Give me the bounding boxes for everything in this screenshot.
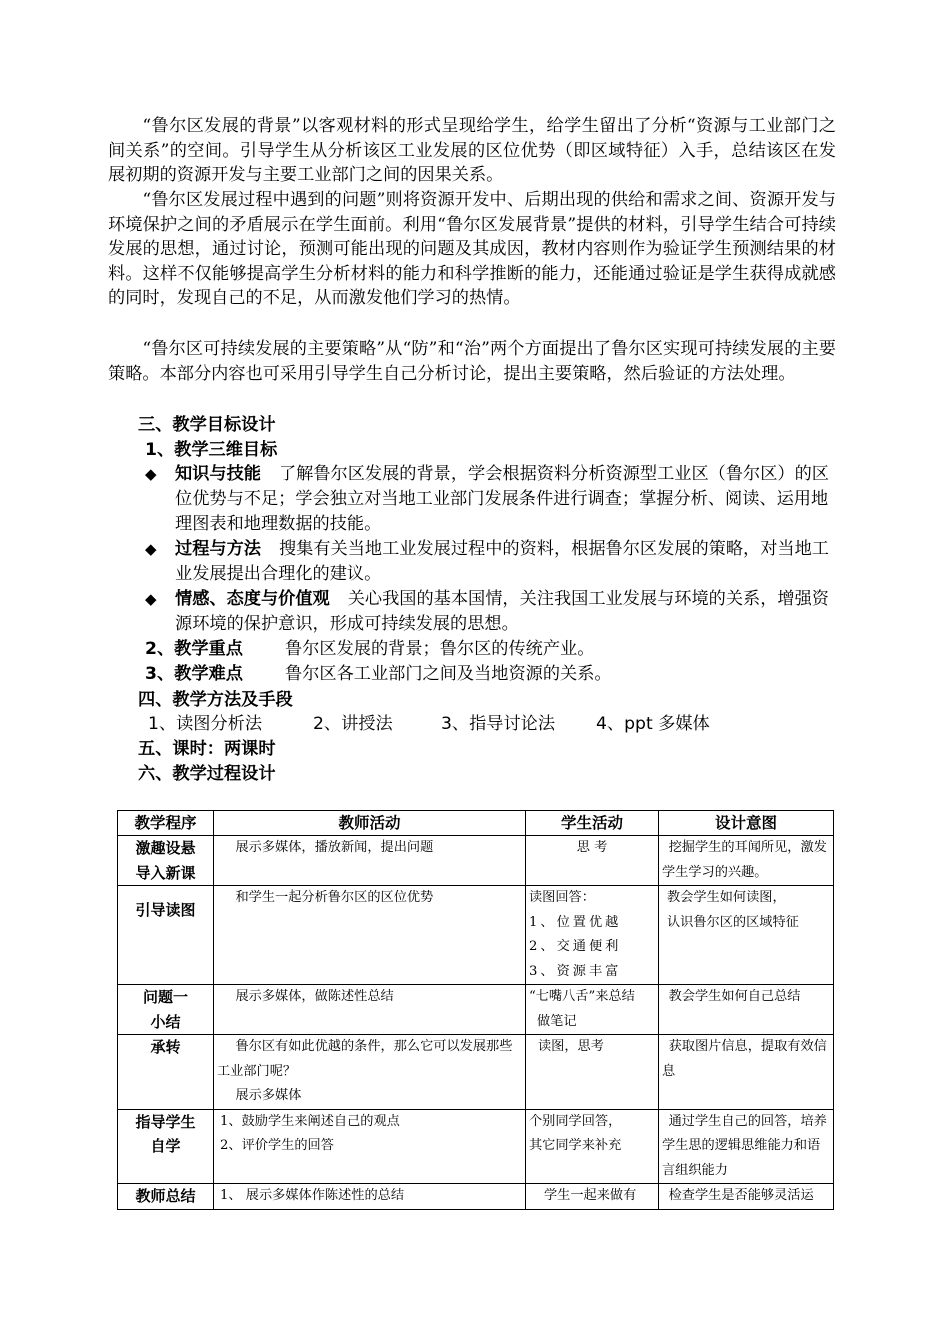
teacher-activity-cell: 1、 展示多媒体作陈述性的总结 <box>214 1184 526 1210</box>
paragraph-background: “鲁尔区发展的背景”以客观材料的形式呈现给学生，给学生留出了分析“资源与工业部门之间关系”的空间。引导学生从分析该区工业发展的区位优势（即区域特征）入手，总结该区在发展初期的资源开发与主要工业部门之间的因果关系。 <box>108 116 836 186</box>
table-row <box>118 1035 834 1110</box>
lesson-process-table <box>117 810 834 1210</box>
student-activity-cell: 读图，思考 <box>526 1035 659 1110</box>
procedure-cell: 指导学生 自学 <box>118 1109 214 1184</box>
heading-teaching-methods: 四、教学方法及手段 <box>138 690 293 710</box>
student-activity-cell: “七嘴八舌”来总结 做笔记 <box>526 985 659 1035</box>
method-item: 4、ppt 多媒体 <box>596 714 710 734</box>
column-header: 学生活动 <box>526 811 659 836</box>
student-activity-cell: 个别同学回答， 其它同学来补充 <box>526 1109 659 1184</box>
heading-process-design: 六、教学过程设计 <box>138 764 276 784</box>
heading-teaching-goals: 三、教学目标设计 <box>138 415 276 435</box>
goal-text: 关心我国的基本国情，关注我国工业发展与环境的关系，增强资源环境的保护意识，形成可持续发展的思想。 <box>175 589 829 634</box>
procedure-cell: 教师总结 <box>118 1184 214 1210</box>
design-intent-cell: 教会学生如何自己总结 <box>659 985 834 1035</box>
teacher-activity-cell: 展示多媒体，做陈述性总结 <box>214 985 526 1035</box>
subheading-three-dimension-goals: 1、教学三维目标 <box>145 440 278 460</box>
column-header: 教师活动 <box>214 811 526 836</box>
difficult-point-text: 鲁尔区各工业部门之间及当地资源的关系。 <box>285 664 612 684</box>
goal-process-methods <box>145 537 837 587</box>
key-point-label: 2、教学重点 <box>145 639 243 659</box>
procedure-cell: 承转 <box>118 1035 214 1110</box>
table-row <box>118 1109 834 1184</box>
table-row <box>118 886 834 985</box>
table-row <box>118 836 834 886</box>
method-item: 1、读图分析法 <box>148 714 263 734</box>
method-item: 2、讲授法 <box>313 714 393 734</box>
paragraph-problems: “鲁尔区发展过程中遇到的问题”则将资源开发中、后期出现的供给和需求之间、资源开发与环境保护之间的矛盾展示在学生面前。利用“鲁尔区发展背景”提供的材料，引导学生结合可持续发展的思想，通过讨论，预测可能出现的问题及其成因，教材内容则作为验证学生预测结果的材料。这样不仅能够提高学生分析材料的能力和科学推断的能力，还能通过验证是学生获得成就感的同时，发现自己的不足，从而激发他们学习的热情。 <box>108 190 836 309</box>
design-intent-cell: 获取图片信息，提取有效信息 <box>659 1035 834 1110</box>
difficult-point-label: 3、教学难点 <box>145 664 243 684</box>
table-header-row <box>118 811 834 836</box>
methods-list <box>148 712 710 736</box>
student-activity-cell: 学生一起来做有 <box>526 1184 659 1210</box>
heading-class-hours: 五、课时：两课时 <box>138 739 276 759</box>
goal-emotion-values <box>145 587 837 637</box>
diamond-bullet-icon: ◆ <box>145 465 157 483</box>
teacher-activity-cell: 展示多媒体，播放新闻，提出问题 <box>214 836 526 886</box>
method-item: 3、指导讨论法 <box>441 714 556 734</box>
procedure-cell: 问题一 小结 <box>118 985 214 1035</box>
student-activity-cell: 思 考 <box>526 836 659 886</box>
key-point <box>145 637 594 662</box>
teacher-activity-cell: 鲁尔区有如此优越的条件，那么它可以发展那些工业部门呢？ 展示多媒体 <box>214 1035 526 1110</box>
teacher-activity-cell: 1、鼓励学生来阐述自己的观点 2、评价学生的回答 <box>214 1109 526 1184</box>
table-row <box>118 985 834 1035</box>
goal-label: 情感、态度与价值观 <box>175 589 330 609</box>
key-point-text: 鲁尔区发展的背景；鲁尔区的传统产业。 <box>285 639 595 659</box>
student-activity-cell: 读图回答： 1、位置优越 2、交通便利 3、资源丰富 <box>526 886 659 985</box>
paragraph-strategies: “鲁尔区可持续发展的主要策略”从“防”和“治”两个方面提出了鲁尔区实现可持续发展的主要策略。本部分内容也可采用引导学生自己分析讨论，提出主要策略，然后验证的方法处理。 <box>108 339 836 384</box>
design-intent-cell: 教会学生如何读图， 认识鲁尔区的区域特征 <box>659 886 834 985</box>
table-row <box>118 1184 834 1210</box>
procedure-cell: 激趣设悬 导入新课 <box>118 836 214 886</box>
goal-text: 搜集有关当地工业发展过程中的资料，根据鲁尔区发展的策略，对当地工业发展提出合理化的建议。 <box>175 539 829 584</box>
difficult-point <box>145 662 612 687</box>
diamond-bullet-icon: ◆ <box>145 590 157 608</box>
column-header: 设计意图 <box>659 811 834 836</box>
goal-knowledge-skills <box>145 462 837 537</box>
goal-text: 了解鲁尔区发展的背景，学会根据资料分析资源型工业区（鲁尔区）的区位优势与不足；学会独立对当地工业部门发展条件进行调查；掌握分析、阅读、运用地理图表和地理数据的技能。 <box>175 464 829 534</box>
procedure-cell: 引导读图 <box>118 886 214 985</box>
teacher-activity-cell: 和学生一起分析鲁尔区的区位优势 <box>214 886 526 985</box>
diamond-bullet-icon: ◆ <box>145 540 157 558</box>
design-intent-cell: 挖掘学生的耳闻所见，激发学生学习的兴趣。 <box>659 836 834 886</box>
design-intent-cell: 通过学生自己的回答，培养学生思的逻辑思维能力和语言组织能力 <box>659 1109 834 1184</box>
design-intent-cell: 检查学生是否能够灵活运 <box>659 1184 834 1210</box>
goal-label: 知识与技能 <box>175 464 261 484</box>
column-header: 教学程序 <box>118 811 214 836</box>
goal-label: 过程与方法 <box>175 539 261 559</box>
